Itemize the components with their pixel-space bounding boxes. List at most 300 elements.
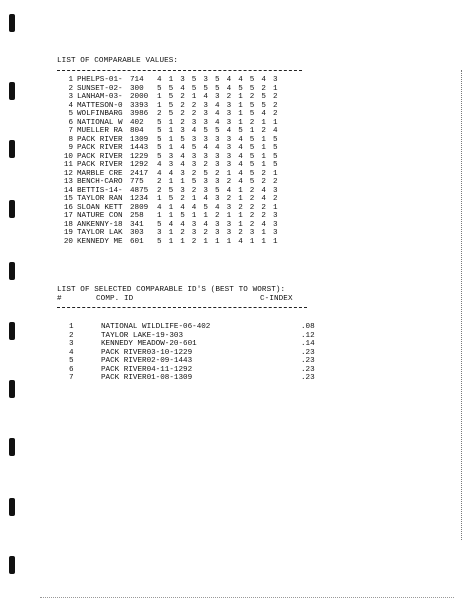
- score-cell: 3: [226, 144, 232, 152]
- comparable-value: 258: [130, 212, 144, 220]
- score-cell: 5: [215, 186, 220, 195]
- score-cell: 1: [215, 237, 220, 246]
- score-cell: 1: [261, 144, 266, 152]
- score-cell: 2: [261, 203, 266, 212]
- score-cell: 1: [238, 195, 243, 203]
- score-cell: 2: [226, 178, 232, 186]
- score-cell: 3: [191, 161, 197, 169]
- score-cell: 3: [191, 152, 197, 161]
- score-cell: 1: [168, 178, 174, 186]
- score-cell: 2: [273, 101, 278, 110]
- binder-hole: [9, 14, 15, 32]
- score-cell: 3: [203, 76, 208, 84]
- score-cell: 2: [157, 186, 162, 195]
- score-cell: 3: [191, 220, 197, 229]
- score-cell: 4: [238, 237, 243, 246]
- binder-hole: [9, 438, 15, 456]
- c-index-value: .08: [301, 323, 315, 331]
- score-cell: 4: [203, 93, 208, 101]
- score-cell: 5: [168, 93, 174, 101]
- score-cell: 3: [203, 152, 208, 161]
- score-cell: 4: [261, 76, 266, 84]
- score-cell: 3: [157, 229, 162, 237]
- binder-hole: [9, 498, 15, 516]
- score-cell: 2: [261, 127, 266, 135]
- comparable-name: SLOAN KETT: [77, 203, 123, 212]
- score-cell: 1: [273, 203, 278, 212]
- score-cell: 4: [215, 118, 220, 127]
- binder-hole: [9, 200, 15, 218]
- score-cell: 2: [249, 220, 255, 229]
- score-cell: 3: [203, 101, 208, 110]
- comparable-name: WOLFINBARG: [77, 110, 123, 118]
- score-cell: 5: [261, 101, 266, 110]
- comparable-name: TAYLOR RAN: [77, 195, 123, 203]
- row-number: 9: [68, 144, 73, 152]
- score-cell: 3: [226, 220, 232, 229]
- score-cell: 3: [215, 161, 220, 169]
- score-cell: 5: [168, 110, 174, 118]
- score-cell: 2: [226, 195, 232, 203]
- score-cell: 5: [249, 178, 255, 186]
- score-cell: 5: [157, 127, 162, 135]
- comparable-name: MARBLE CRE: [77, 169, 123, 178]
- score-cell: 5: [157, 237, 162, 246]
- rank-number: 4: [69, 348, 74, 357]
- score-cell: 2: [249, 186, 255, 195]
- score-cell: 1: [157, 101, 162, 110]
- score-cell: 1: [249, 237, 255, 246]
- score-cell: 3: [191, 118, 197, 127]
- score-cell: 5: [261, 93, 266, 101]
- score-cell: 4: [191, 127, 197, 135]
- rank-number: 6: [69, 365, 74, 374]
- score-cell: 3: [226, 152, 232, 161]
- divider: [57, 307, 307, 308]
- row-number: 17: [63, 212, 73, 220]
- row-number: 20: [63, 237, 73, 246]
- score-cell: 2: [191, 169, 197, 178]
- score-cell: 1: [168, 237, 174, 246]
- comparable-name: BENCH-CARO: [77, 178, 123, 186]
- score-cell: 4: [215, 110, 220, 118]
- comparable-value: 341: [130, 220, 144, 229]
- binder-hole: [9, 262, 15, 280]
- score-cell: 4: [157, 76, 162, 84]
- score-cell: 2: [180, 101, 185, 110]
- score-cell: 3: [191, 229, 197, 237]
- row-number: 11: [63, 161, 73, 169]
- score-cell: 4: [180, 220, 185, 229]
- score-cell: 3: [226, 229, 232, 237]
- score-cell: 5: [249, 110, 255, 118]
- score-cell: 1: [191, 195, 197, 203]
- row-number: 19: [63, 229, 73, 237]
- score-cell: 1: [238, 110, 243, 118]
- score-cell: 2: [191, 101, 197, 110]
- score-cell: 1: [238, 93, 243, 101]
- comparable-value: 1229: [130, 152, 149, 161]
- score-cell: 4: [238, 144, 243, 152]
- score-cell: 4: [168, 220, 174, 229]
- comparable-name: TAYLOR LAK: [77, 229, 123, 237]
- score-cell: 3: [273, 220, 278, 229]
- score-cell: 3: [273, 186, 278, 195]
- score-cell: 3: [273, 76, 278, 84]
- score-cell: 2: [249, 203, 255, 212]
- score-cell: 2: [203, 161, 208, 169]
- score-cell: 3: [273, 212, 278, 220]
- score-cell: 1: [226, 212, 232, 220]
- score-cell: 4: [261, 195, 266, 203]
- row-number: 14: [63, 186, 73, 195]
- score-cell: 5: [157, 118, 162, 127]
- score-cell: 1: [226, 169, 232, 178]
- score-cell: 4: [168, 169, 174, 178]
- score-cell: 2: [249, 212, 255, 220]
- score-cell: 3: [215, 229, 220, 237]
- row-number: 10: [63, 152, 73, 161]
- score-cell: 4: [226, 186, 232, 195]
- score-cell: 2: [273, 93, 278, 101]
- rank-number: 2: [69, 331, 74, 340]
- page-edge: [459, 70, 462, 540]
- score-cell: 5: [238, 84, 243, 93]
- score-cell: 1: [226, 237, 232, 246]
- comparable-value: 804: [130, 127, 144, 135]
- score-cell: 1: [249, 127, 255, 135]
- score-cell: 3: [215, 178, 220, 186]
- score-cell: 3: [203, 135, 208, 144]
- comparable-values-title: LIST OF COMPARABLE VALUES:: [57, 57, 179, 65]
- score-cell: 2: [180, 110, 185, 118]
- score-cell: 4: [238, 135, 243, 144]
- comparable-value: 2809: [130, 203, 149, 212]
- row-number: 18: [63, 220, 73, 229]
- row-number: 3: [68, 93, 73, 101]
- comp-id: KENNEDY MEADOW-20-601: [101, 340, 197, 348]
- score-cell: 1: [238, 118, 243, 127]
- score-cell: 4: [157, 169, 162, 178]
- score-cell: 3: [226, 110, 232, 118]
- score-cell: 1: [168, 144, 174, 152]
- score-cell: 5: [249, 101, 255, 110]
- score-cell: 2: [261, 178, 266, 186]
- score-cell: 1: [261, 229, 266, 237]
- score-cell: 5: [157, 220, 162, 229]
- column-header-number: #: [57, 295, 62, 303]
- score-cell: 2: [180, 118, 185, 127]
- score-cell: 1: [191, 212, 197, 220]
- score-cell: 5: [249, 76, 255, 84]
- comparable-name: PACK RIVER: [77, 144, 123, 152]
- comparable-name: PHELPS-01-: [77, 76, 123, 84]
- score-cell: 2: [261, 84, 266, 93]
- comparable-value: 303: [130, 229, 144, 237]
- score-cell: 1: [238, 101, 243, 110]
- rank-number: 1: [69, 323, 74, 331]
- c-index-value: .14: [301, 340, 315, 348]
- score-cell: 3: [180, 76, 185, 84]
- score-cell: 1: [238, 186, 243, 195]
- score-cell: 3: [226, 118, 232, 127]
- comparable-name: MUELLER RA: [77, 127, 123, 135]
- score-cell: 5: [168, 195, 174, 203]
- score-cell: 1: [168, 76, 174, 84]
- row-number: 1: [68, 76, 73, 84]
- row-number: 16: [63, 203, 73, 212]
- score-cell: 1: [191, 93, 197, 101]
- row-number: 8: [68, 135, 73, 144]
- score-cell: 5: [203, 127, 208, 135]
- score-cell: 5: [191, 178, 197, 186]
- comparable-name: BETTIS-14-: [77, 186, 123, 195]
- comp-id: PACK RIVER03-10-1229: [101, 348, 193, 357]
- score-cell: 1: [273, 84, 278, 93]
- score-cell: 1: [203, 212, 208, 220]
- divider: [57, 70, 302, 71]
- score-cell: 1: [238, 220, 243, 229]
- score-cell: 3: [168, 161, 174, 169]
- score-cell: 2: [157, 110, 162, 118]
- score-cell: 1: [157, 195, 162, 203]
- binder-hole: [9, 82, 15, 100]
- comparable-name: MATTESON-0: [77, 101, 123, 110]
- comparable-value: 714: [130, 76, 144, 84]
- score-cell: 1: [203, 237, 208, 246]
- score-cell: 2: [180, 195, 185, 203]
- comparable-value: 402: [130, 118, 144, 127]
- score-cell: 2: [226, 93, 232, 101]
- score-cell: 5: [168, 84, 174, 93]
- score-cell: 4: [226, 127, 232, 135]
- row-number: 12: [63, 169, 73, 178]
- score-cell: 2: [249, 118, 255, 127]
- score-cell: 5: [157, 135, 162, 144]
- score-cell: 5: [203, 169, 208, 178]
- score-cell: 5: [215, 127, 220, 135]
- score-cell: 2: [191, 110, 197, 118]
- score-cell: 4: [215, 203, 220, 212]
- comparable-value: 4875: [130, 186, 149, 195]
- score-cell: 5: [249, 169, 255, 178]
- score-cell: 4: [261, 186, 266, 195]
- score-cell: 5: [273, 152, 278, 161]
- score-cell: 2: [157, 178, 162, 186]
- score-cell: 3: [215, 135, 220, 144]
- comparable-value: 775: [130, 178, 144, 186]
- score-cell: 1: [168, 127, 174, 135]
- score-cell: 4: [215, 144, 220, 152]
- score-cell: 2: [180, 229, 185, 237]
- score-cell: 3: [226, 203, 232, 212]
- score-cell: 5: [180, 135, 185, 144]
- score-cell: 1: [168, 212, 174, 220]
- row-number: 7: [68, 127, 73, 135]
- score-cell: 1: [261, 152, 266, 161]
- comparable-value: 3986: [130, 110, 149, 118]
- score-cell: 3: [180, 186, 185, 195]
- score-cell: 5: [180, 212, 185, 220]
- binder-hole: [9, 380, 15, 398]
- score-cell: 2: [273, 178, 278, 186]
- score-cell: 2: [249, 195, 255, 203]
- row-number: 4: [68, 101, 73, 110]
- score-cell: 4: [238, 152, 243, 161]
- score-cell: 1: [168, 118, 174, 127]
- score-cell: 4: [273, 127, 278, 135]
- comp-id: NATIONAL WILDLIFE-06-402: [101, 323, 211, 331]
- score-cell: 5: [191, 76, 197, 84]
- score-cell: 4: [157, 203, 162, 212]
- score-cell: 4: [215, 101, 220, 110]
- score-cell: 1: [157, 93, 162, 101]
- comparable-value: 3393: [130, 101, 149, 110]
- row-number: 6: [68, 118, 73, 127]
- comparable-name: LANHAM-03-: [77, 93, 123, 101]
- score-cell: 5: [249, 161, 255, 169]
- score-cell: 3: [226, 135, 232, 144]
- score-cell: 3: [180, 127, 185, 135]
- score-cell: 3: [168, 152, 174, 161]
- score-cell: 1: [168, 203, 174, 212]
- score-cell: 4: [238, 169, 243, 178]
- rank-number: 3: [69, 340, 74, 348]
- score-cell: 5: [273, 144, 278, 152]
- score-cell: 5: [191, 144, 197, 152]
- score-cell: 2: [261, 169, 266, 178]
- comparable-name: KENNEDY ME: [77, 237, 123, 246]
- score-cell: 3: [215, 195, 220, 203]
- comp-id: PACK RIVER02-09-1443: [101, 357, 193, 365]
- score-cell: 2: [203, 229, 208, 237]
- comparable-name: PACK RIVER: [77, 152, 123, 161]
- score-cell: 4: [261, 110, 266, 118]
- score-cell: 1: [238, 212, 243, 220]
- score-cell: 1: [261, 135, 266, 144]
- comparable-name: PACK RIVER: [77, 161, 123, 169]
- score-cell: 5: [215, 76, 220, 84]
- comparable-value: 601: [130, 237, 144, 246]
- score-cell: 2: [273, 195, 278, 203]
- comp-id: TAYLOR LAKE-19-303: [101, 331, 184, 340]
- binder-hole: [9, 556, 15, 574]
- score-cell: 4: [261, 220, 266, 229]
- comparable-name: ANKENNY-18: [77, 220, 123, 229]
- score-cell: 3: [180, 169, 185, 178]
- score-cell: 4: [203, 144, 208, 152]
- score-cell: 3: [249, 229, 255, 237]
- score-cell: 3: [215, 152, 220, 161]
- score-cell: 2: [191, 186, 197, 195]
- comparable-name: NATIONAL W: [77, 118, 123, 127]
- score-cell: 2: [238, 229, 243, 237]
- c-index-value: .23: [301, 348, 315, 357]
- score-cell: 3: [215, 93, 220, 101]
- comparable-name: PACK RIVER: [77, 135, 123, 144]
- score-cell: 5: [249, 135, 255, 144]
- score-cell: 5: [157, 152, 162, 161]
- comparable-value: 2417: [130, 169, 149, 178]
- c-index-value: .23: [301, 374, 315, 382]
- comp-id: PACK RIVER04-11-1292: [101, 365, 193, 374]
- comparable-name: NATURE CON: [77, 212, 123, 220]
- binder-holes: [9, 0, 19, 600]
- score-cell: 2: [238, 203, 243, 212]
- row-number: 5: [68, 110, 73, 118]
- score-cell: 5: [157, 84, 162, 93]
- score-cell: 3: [203, 118, 208, 127]
- page-edge: [40, 596, 454, 598]
- score-cell: 1: [261, 118, 266, 127]
- score-cell: 4: [191, 203, 197, 212]
- score-cell: 2: [215, 212, 220, 220]
- score-cell: 4: [180, 161, 185, 169]
- score-cell: 5: [203, 84, 208, 93]
- score-cell: 5: [215, 84, 220, 93]
- score-cell: 3: [273, 229, 278, 237]
- score-cell: 1: [168, 229, 174, 237]
- score-cell: 1: [180, 237, 185, 246]
- score-cell: 4: [238, 178, 243, 186]
- score-cell: 1: [180, 178, 185, 186]
- score-cell: 4: [180, 152, 185, 161]
- score-cell: 4: [180, 144, 185, 152]
- score-cell: 5: [238, 127, 243, 135]
- score-cell: 1: [261, 161, 266, 169]
- score-cell: 3: [191, 135, 197, 144]
- score-cell: 5: [203, 203, 208, 212]
- score-cell: 4: [238, 76, 243, 84]
- score-cell: 5: [191, 84, 197, 93]
- score-cell: 3: [215, 220, 220, 229]
- score-cell: 4: [180, 203, 185, 212]
- score-cell: 3: [203, 178, 208, 186]
- score-cell: 2: [273, 110, 278, 118]
- comp-id: PACK RIVER01-08-1309: [101, 374, 193, 382]
- score-cell: 4: [226, 84, 232, 93]
- score-cell: 2: [261, 212, 266, 220]
- comparable-value: 300: [130, 84, 144, 93]
- score-cell: 5: [273, 135, 278, 144]
- column-header-c-index: C-INDEX: [260, 295, 293, 303]
- score-cell: 1: [261, 237, 266, 246]
- rank-number: 7: [69, 374, 74, 382]
- score-cell: 1: [273, 237, 278, 246]
- score-cell: 5: [168, 186, 174, 195]
- comparable-value: 1234: [130, 195, 149, 203]
- score-cell: 1: [273, 118, 278, 127]
- score-cell: 5: [249, 84, 255, 93]
- row-number: 2: [68, 84, 73, 93]
- score-cell: 2: [191, 237, 197, 246]
- score-cell: 3: [226, 161, 232, 169]
- score-cell: 2: [215, 169, 220, 178]
- score-cell: 2: [249, 93, 255, 101]
- row-number: 13: [63, 178, 73, 186]
- score-cell: 1: [168, 135, 174, 144]
- comparable-name: SUNSET-02-: [77, 84, 123, 93]
- c-index-value: .12: [301, 331, 315, 340]
- score-cell: 1: [273, 169, 278, 178]
- score-cell: 4: [180, 84, 185, 93]
- score-cell: 4: [226, 76, 232, 84]
- comparable-value: 2000: [130, 93, 149, 101]
- binder-hole: [9, 322, 15, 340]
- score-cell: 4: [203, 195, 208, 203]
- c-index-value: .23: [301, 357, 315, 365]
- c-index-value: .23: [301, 365, 315, 374]
